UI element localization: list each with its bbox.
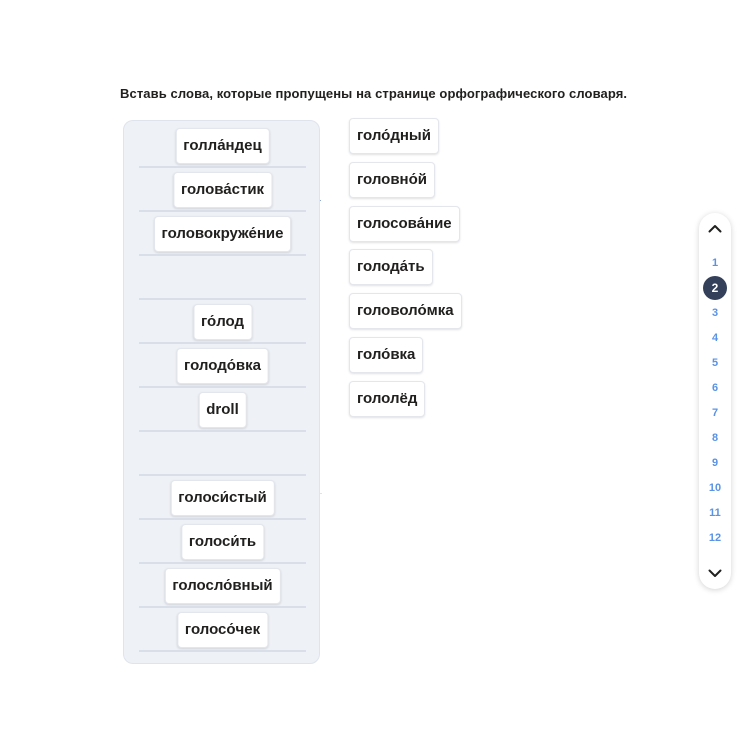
dictionary-word-chip[interactable]: голоси́ть bbox=[181, 524, 264, 560]
dictionary-word-chip[interactable]: голоси́стый bbox=[170, 480, 274, 516]
empty-drop-slot[interactable] bbox=[139, 256, 306, 300]
draggable-word-chip[interactable]: голо́вка bbox=[349, 337, 423, 373]
dictionary-word-chip[interactable]: голова́стик bbox=[173, 172, 272, 208]
pager-down-button[interactable] bbox=[699, 558, 731, 588]
dictionary-row bbox=[139, 476, 306, 520]
task-instruction: Вставь слова, которые пропущены на странице орфографического словаря. bbox=[120, 86, 628, 101]
pager-page-12[interactable]: 12 bbox=[708, 532, 722, 544]
pager-page-4[interactable]: 4 bbox=[711, 332, 719, 344]
dictionary-row bbox=[139, 300, 306, 344]
empty-drop-slot[interactable] bbox=[139, 432, 306, 476]
dictionary-row bbox=[139, 608, 306, 652]
pager-page-5[interactable]: 5 bbox=[711, 357, 719, 369]
pager-page-6[interactable]: 6 bbox=[711, 382, 719, 394]
pager-page-2-current[interactable]: 2 bbox=[703, 276, 727, 300]
dictionary-row bbox=[139, 520, 306, 564]
dictionary-row bbox=[139, 388, 306, 432]
dictionary-word-chip[interactable]: головокруже́ние bbox=[154, 216, 292, 252]
dictionary-row bbox=[139, 212, 306, 256]
draggable-word-chip[interactable]: головоло́мка bbox=[349, 293, 462, 329]
pager-page-9[interactable]: 9 bbox=[711, 457, 719, 469]
draggable-word-chip[interactable]: головно́й bbox=[349, 162, 435, 198]
draggable-word-chip[interactable]: голода́ть bbox=[349, 249, 433, 285]
chevron-down-icon bbox=[708, 569, 722, 578]
chevron-up-icon bbox=[708, 224, 722, 233]
dictionary-word-chip[interactable]: голодо́вка bbox=[176, 348, 269, 384]
dictionary-page bbox=[123, 120, 320, 664]
pager-page-1[interactable]: 1 bbox=[711, 257, 719, 269]
dictionary-row bbox=[139, 564, 306, 608]
pager-page-7[interactable]: 7 bbox=[711, 407, 719, 419]
pager-page-8[interactable]: 8 bbox=[711, 432, 719, 444]
row-divider bbox=[139, 650, 306, 652]
draggable-word-chip[interactable]: гололёд bbox=[349, 381, 425, 417]
dictionary-row bbox=[139, 344, 306, 388]
dictionary-row bbox=[139, 168, 306, 212]
dictionary-word-chip[interactable]: голла́ндец bbox=[175, 128, 269, 164]
dictionary-row bbox=[139, 124, 306, 168]
pager-up-button[interactable] bbox=[699, 213, 731, 243]
pager-page-10[interactable]: 10 bbox=[708, 482, 722, 494]
dictionary-word-chip[interactable]: го́лод bbox=[193, 304, 252, 340]
draggable-word-chip[interactable]: голо́дный bbox=[349, 118, 439, 154]
draggable-word-chip[interactable]: голосова́ние bbox=[349, 206, 460, 242]
dictionary-word-chip[interactable]: голосло́вный bbox=[164, 568, 280, 604]
task-pager bbox=[699, 213, 731, 589]
pager-page-11[interactable]: 11 bbox=[709, 507, 721, 519]
dictionary-word-chip[interactable]: голосо́чек bbox=[177, 612, 268, 648]
dictionary-word-chip[interactable]: droll bbox=[198, 392, 247, 428]
pager-page-3[interactable]: 3 bbox=[711, 307, 719, 319]
